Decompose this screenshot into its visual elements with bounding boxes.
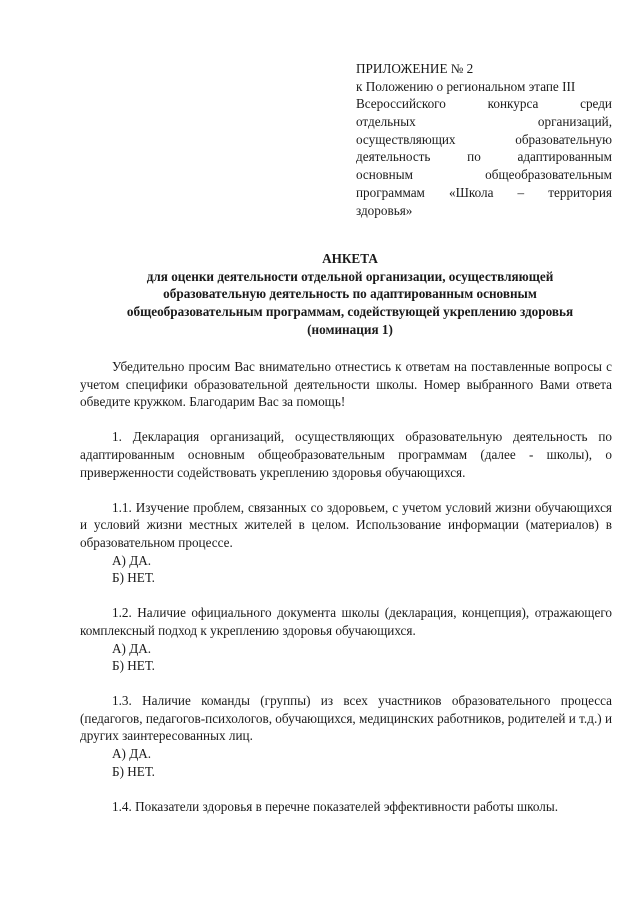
- appendix-line: отдельных организаций,: [356, 114, 612, 130]
- appendix-line: к Положению о региональном этапе III: [356, 78, 576, 94]
- appendix-line: Всероссийского конкурса среди: [356, 96, 612, 112]
- title-line: общеобразовательным программам, содействующей укреплению здоровья: [126, 304, 574, 320]
- title-line: для оценки деятельности отдельной организации, осуществляющей: [146, 268, 554, 284]
- title-line: АНКЕТА: [322, 251, 378, 266]
- appendix-line: программам «Школа – территория: [356, 184, 612, 200]
- answer-option: Б) НЕТ.: [112, 570, 155, 586]
- appendix-line: здоровья»: [356, 202, 413, 218]
- question-1-1: 1.1. Изучение проблем, связанных со здоровьем, с учетом условий жизни обучающихся и условий жизни местных жителей в целом. Использование информации (материалов) в образовательном процессе.: [80, 499, 612, 550]
- question-1-4: 1.4. Показатели здоровья в перечне показателей эффективности работы школы.: [112, 798, 559, 814]
- title-line: (номинация 1): [307, 321, 393, 337]
- answer-option: А) ДА.: [112, 746, 152, 762]
- appendix-line: осуществляющих образовательную: [356, 131, 612, 147]
- question-1-2: 1.2. Наличие официального документа школы (декларация, концепция), отражающего комплексный подход к укреплению здоровья обучающихся.: [80, 605, 612, 638]
- answer-option: Б) НЕТ.: [112, 763, 155, 779]
- answer-option: А) ДА.: [112, 640, 152, 656]
- appendix-line: ПРИЛОЖЕНИЕ № 2: [356, 61, 474, 76]
- appendix-header: [356, 60, 612, 219]
- document-body: [80, 358, 612, 815]
- section-1-paragraph: 1. Декларация организаций, осуществляющих образовательную деятельность по адаптированным основным общеобразовательным программам (далее - школы), о приверженности содействовать укреплению здоровья обучающихся.: [80, 429, 612, 480]
- answer-option: А) ДА.: [112, 552, 152, 568]
- document-title: [80, 250, 620, 339]
- answer-option: Б) НЕТ.: [112, 658, 155, 674]
- appendix-line: деятельность по адаптированным: [356, 149, 612, 165]
- intro-paragraph: Убедительно просим Вас внимательно отнестись к ответам на поставленные вопросы с учетом специфики образовательной деятельности школы. Номер выбранного Вами ответа обведите кружком. Благодарим Вас за помощь!: [80, 359, 612, 410]
- title-line: образовательную деятельность по адаптированным основным: [163, 286, 537, 302]
- question-1-3: 1.3. Наличие команды (группы) из всех участников образовательного процесса (педагогов, педагогов-психологов, обучающихся, медицинских работников, родителей и т.д.) и других заинтересованных лиц.: [80, 693, 612, 744]
- appendix-line: основным общеобразовательным: [356, 167, 612, 183]
